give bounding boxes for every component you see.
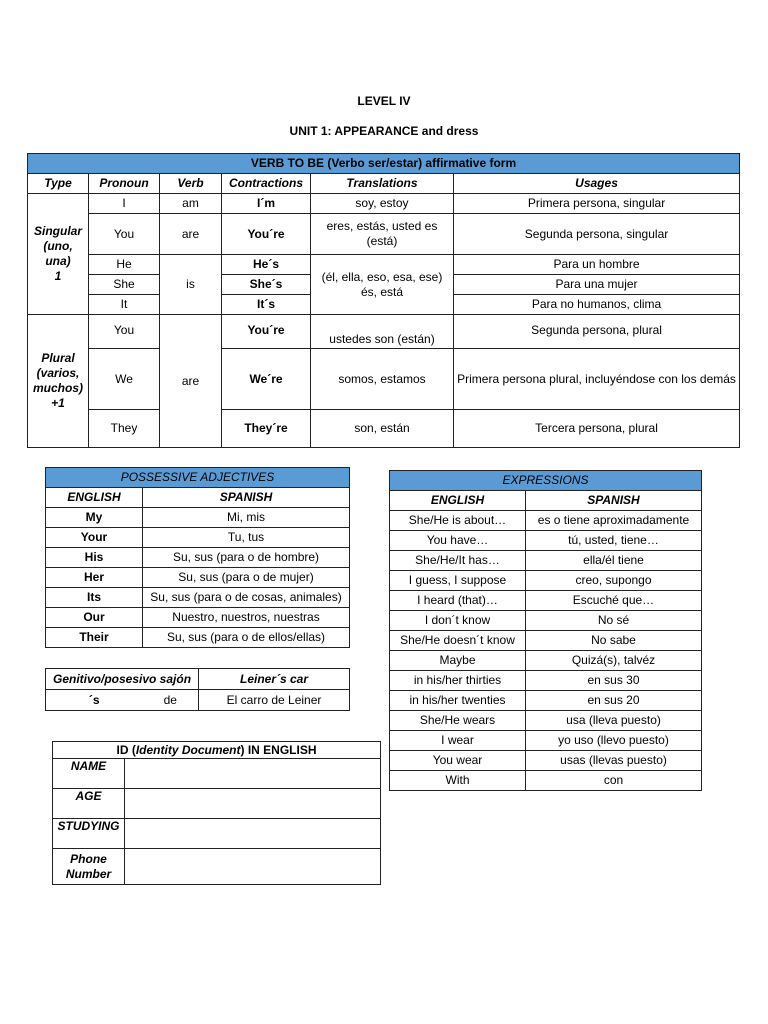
header-contractions: Contractions [222,174,311,194]
contraction-cell: He´s [222,255,311,275]
genitive-suffix: ´s [46,690,143,711]
spanish-cell: No sé [526,611,702,631]
contraction-cell: You´re [222,214,311,255]
pronoun-cell: He [89,255,160,275]
spanish-cell: No sabe [526,631,702,651]
english-cell: His [46,548,143,568]
verb-cell-are: are [160,315,222,448]
genitive-example: El carro de Leiner [199,690,350,711]
spanish-cell: Su, sus (para o de ellos/ellas) [143,628,350,648]
header-pronoun: Pronoun [89,174,160,194]
expressions-header-english: ENGLISH [390,491,526,511]
contraction-cell: She´s [222,275,311,295]
spanish-cell: usas (llevas puesto) [526,751,702,771]
usage-cell: Para una mujer [454,275,740,295]
table-row [53,759,381,789]
spanish-cell: Su, sus (para o de cosas, animales) [143,588,350,608]
pronoun-cell: We [89,349,160,410]
table-row [28,410,740,448]
english-cell: Its [46,588,143,608]
verb-cell-is: is [160,255,222,315]
unit-title: UNIT 1: APPEARANCE and dress [289,124,479,138]
id-phone-field[interactable] [125,849,381,885]
id-label-name: NAME [53,759,125,789]
genitive-header: Genitivo/posesivo sajón [46,669,199,690]
pronoun-cell: It [89,295,160,315]
table-row [390,651,702,671]
table-row [390,531,702,551]
table-row [390,591,702,611]
verb-to-be-table [27,153,740,448]
expressions-table [389,470,702,791]
table-row [390,671,702,691]
type-singular: Singular (uno, una) 1 [28,194,89,315]
spanish-cell: en sus 30 [526,671,702,691]
translation-cell: ustedes son (están) [311,315,454,349]
pronoun-cell: I [89,194,160,214]
english-cell: With [390,771,526,791]
contraction-cell: We´re [222,349,311,410]
pronoun-cell: You [89,214,160,255]
contraction-cell: It´s [222,295,311,315]
table-row [53,789,381,819]
verb-cell: are [160,214,222,255]
usage-cell: Para un hombre [454,255,740,275]
spanish-cell: Nuestro, nuestros, nuestras [143,608,350,628]
english-cell: I guess, I suppose [390,571,526,591]
usage-cell: Para no humanos, clima [454,295,740,315]
expressions-title: EXPRESSIONS [390,471,702,491]
id-label-studying: STUDYING [53,819,125,849]
english-cell: Your [46,528,143,548]
table-row [390,691,702,711]
header-translations: Translations [311,174,454,194]
table-row [46,508,350,528]
table-row [390,551,702,571]
english-cell: in his/her twenties [390,691,526,711]
usage-cell: Primera persona, singular [454,194,740,214]
spanish-cell: tú, usted, tiene… [526,531,702,551]
table-row [28,214,740,255]
english-cell: I wear [390,731,526,751]
table-row [390,731,702,751]
spanish-cell: creo, supongo [526,571,702,591]
contraction-cell: They´re [222,410,311,448]
level-title: LEVEL IV [357,94,411,108]
spanish-cell: ella/él tiene [526,551,702,571]
english-cell: She/He wears [390,711,526,731]
table-row [46,588,350,608]
pronoun-cell: You [89,315,160,349]
id-label-phone: Phone Number [53,849,125,885]
spanish-cell: Quizá(s), talvéz [526,651,702,671]
header-usages: Usages [454,174,740,194]
type-plural: Plural (varios, muchos) +1 [28,315,89,448]
possessive-header-spanish: SPANISH [143,488,350,508]
english-cell: She/He doesn´t know [390,631,526,651]
id-studying-field[interactable] [125,819,381,849]
genitive-example-header: Leiner´s car [199,669,350,690]
spanish-cell: Su, sus (para o de mujer) [143,568,350,588]
possessive-title: POSSESSIVE ADJECTIVES [46,468,350,488]
table-row [46,548,350,568]
english-cell: You wear [390,751,526,771]
english-cell: You have… [390,531,526,551]
header-verb: Verb [160,174,222,194]
usage-cell: Tercera persona, plural [454,410,740,448]
table-row [28,194,740,214]
id-label-age: AGE [53,789,125,819]
expressions-header-spanish: SPANISH [526,491,702,511]
usage-cell: Primera persona plural, incluyéndose con los demás [454,349,740,410]
translation-cell: soy, estoy [311,194,454,214]
table-row [53,819,381,849]
translation-cell-is: (él, ella, eso, esa, ese) és, está [311,255,454,315]
id-document-table [52,741,381,885]
table-row [28,349,740,410]
spanish-cell: Su, sus (para o de hombre) [143,548,350,568]
table-row [46,528,350,548]
table-row [46,608,350,628]
verb-cell: am [160,194,222,214]
spanish-cell: en sus 20 [526,691,702,711]
english-cell: I heard (that)… [390,591,526,611]
contraction-cell: I´m [222,194,311,214]
possessive-adjectives-table [45,467,350,648]
spanish-cell: usa (lleva puesto) [526,711,702,731]
verb-table-title: VERB TO BE (Verbo ser/estar) affirmative form [28,154,740,174]
english-cell: She/He is about… [390,511,526,531]
id-name-field[interactable] [125,759,381,789]
english-cell: My [46,508,143,528]
table-row [28,255,740,275]
table-row [46,690,350,711]
table-row [390,711,702,731]
spanish-cell: es o tiene aproximadamente [526,511,702,531]
english-cell: in his/her thirties [390,671,526,691]
genitive-de: de [143,690,199,711]
translation-cell: son, están [311,410,454,448]
table-row [390,571,702,591]
spanish-cell: Mi, mis [143,508,350,528]
table-row [28,315,740,349]
usage-cell: Segunda persona, singular [454,214,740,255]
id-title: ID (Identity Document) IN ENGLISH [53,742,381,759]
table-row [390,611,702,631]
english-cell: I don´t know [390,611,526,631]
spanish-cell: yo uso (llevo puesto) [526,731,702,751]
id-age-field[interactable] [125,789,381,819]
contraction-cell: You´re [222,315,311,349]
spanish-cell: Tu, tus [143,528,350,548]
english-cell: Our [46,608,143,628]
pronoun-cell: They [89,410,160,448]
translation-cell: eres, estás, usted es (está) [311,214,454,255]
header-type: Type [28,174,89,194]
table-row [390,751,702,771]
translation-cell: somos, estamos [311,349,454,410]
table-row [46,628,350,648]
genitive-table [45,668,350,711]
table-row [53,849,381,885]
usage-cell: Segunda persona, plural [454,315,740,349]
table-row [390,771,702,791]
english-cell: Her [46,568,143,588]
table-row [46,568,350,588]
spanish-cell: con [526,771,702,791]
pronoun-cell: She [89,275,160,295]
table-row [390,631,702,651]
possessive-header-english: ENGLISH [46,488,143,508]
english-cell: She/He/It has… [390,551,526,571]
english-cell: Maybe [390,651,526,671]
spanish-cell: Escuché que… [526,591,702,611]
table-row [390,511,702,531]
english-cell: Their [46,628,143,648]
